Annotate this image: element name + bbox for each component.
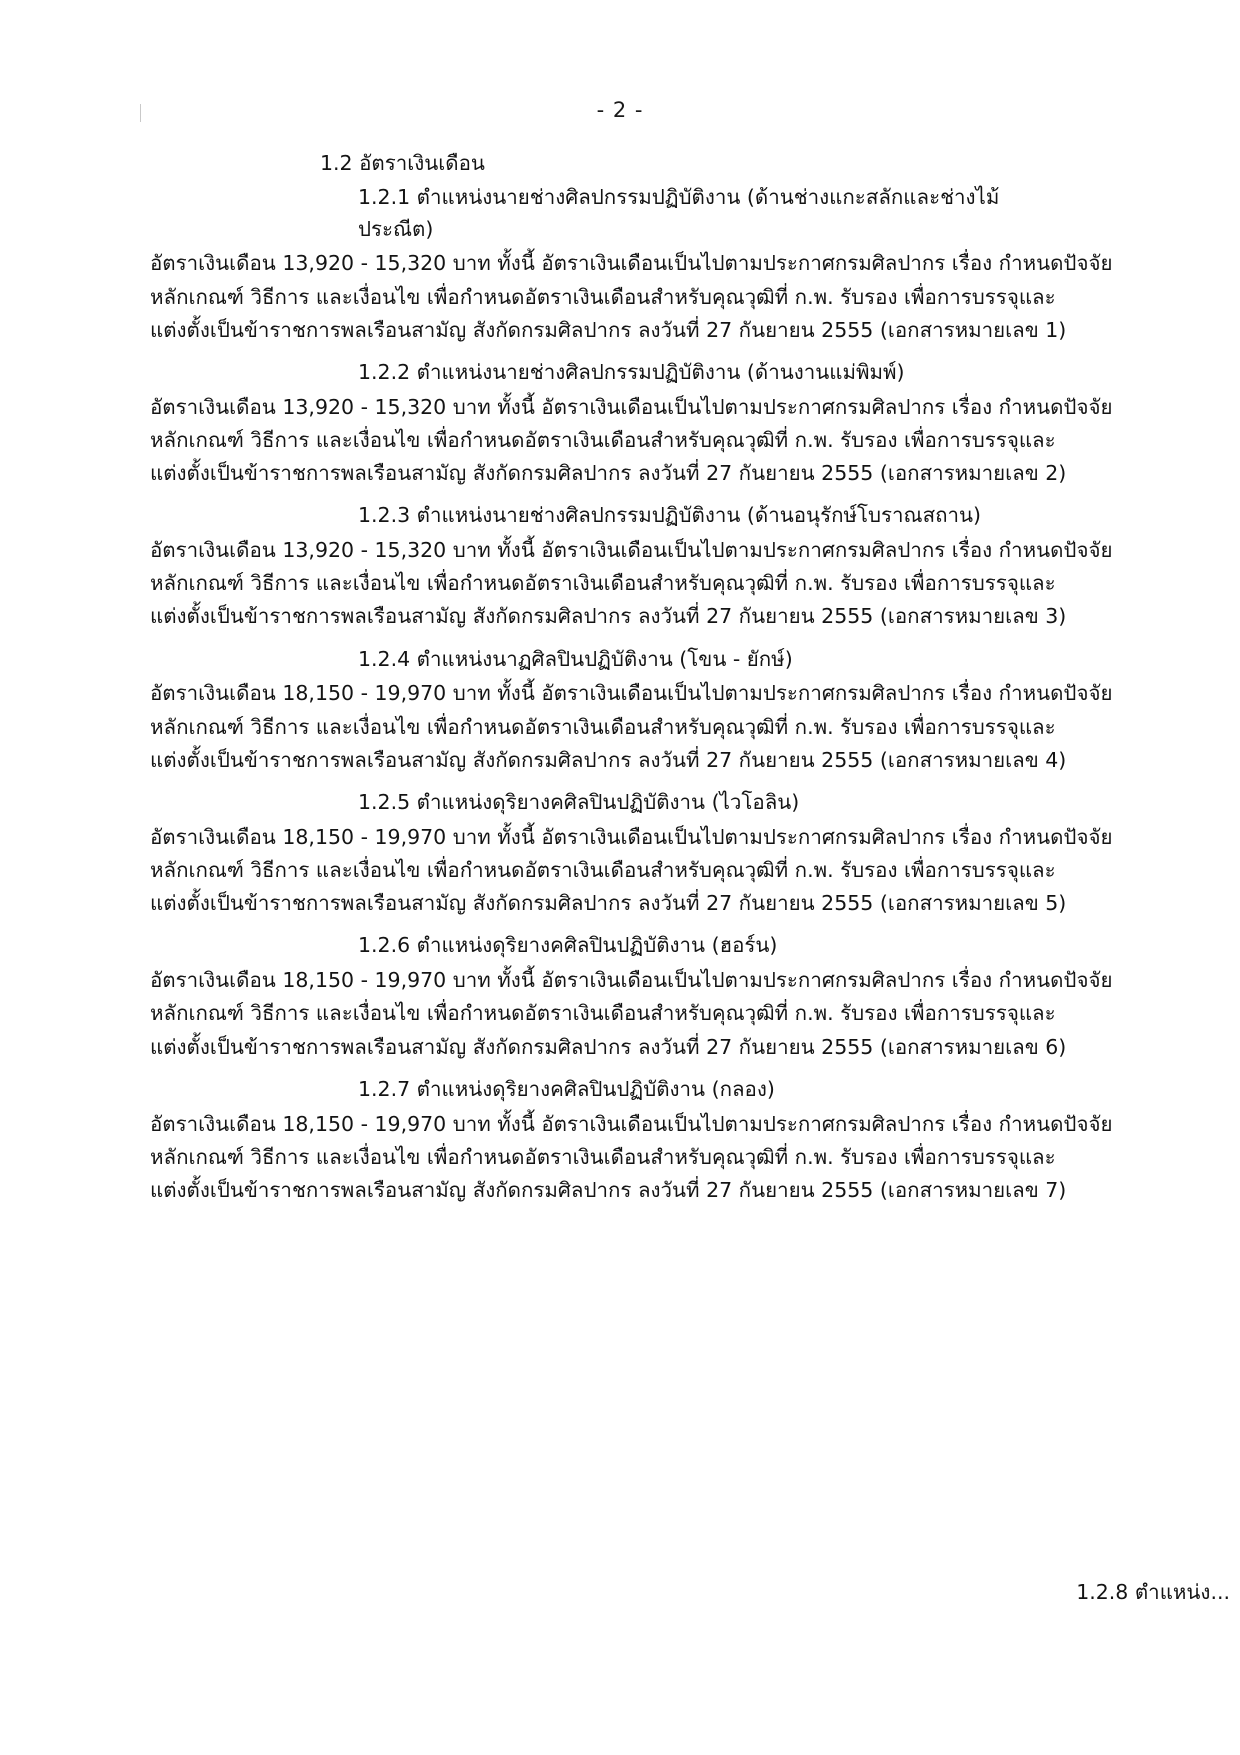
clause-line: แต่งตั้งเป็นข้าราชการพลเรือนสามัญ สังกัดกรมศิลปากร ลงวันที่ 27 กันยายน 2555 (เอกสารหมายเลข 6) bbox=[150, 1034, 1067, 1059]
clause-body-1 bbox=[150, 247, 1113, 347]
clause-group-2 bbox=[150, 357, 1113, 490]
clause-line: อัตราเงินเดือน 13,920 - 15,320 บาท ทั้งนี้ อัตราเงินเดือนเป็นไปตามประกาศกรมศิลปากร เรื่อง กำหนดปัจจัย bbox=[150, 394, 1113, 419]
clause-line: หลักเกณฑ์ วิธีการ และเงื่อนไข เพื่อกำหนดอัตราเงินเดือนสำหรับคุณวุฒิที่ ก.พ. รับรอง เพื่อการบรรจุและ bbox=[150, 714, 1056, 739]
clause-line: แต่งตั้งเป็นข้าราชการพลเรือนสามัญ สังกัดกรมศิลปากร ลงวันที่ 27 กันยายน 2555 (เอกสารหมายเลข 5) bbox=[150, 891, 1067, 916]
clause-heading-7: 1.2.7 ตำแหน่งดุริยางคศิลปินปฏิบัติงาน (กลอง) bbox=[358, 1076, 775, 1101]
clause-line: แต่งตั้งเป็นข้าราชการพลเรือนสามัญ สังกัดกรมศิลปากร ลงวันที่ 27 กันยายน 2555 (เอกสารหมายเลข 2) bbox=[150, 461, 1067, 486]
clause-heading-6: 1.2.6 ตำแหน่งดุริยางคศิลปินปฏิบัติงาน (ฮอร์น) bbox=[358, 933, 778, 958]
clause-heading-3: 1.2.3 ตำแหน่งนายช่างศิลปกรรมปฏิบัติงาน (ด้านอนุรักษ์โบราณสถาน) bbox=[358, 503, 982, 528]
page-number: - 2 - bbox=[596, 98, 644, 122]
clause-line: แต่งตั้งเป็นข้าราชการพลเรือนสามัญ สังกัดกรมศิลปากร ลงวันที่ 27 กันยายน 2555 (เอกสารหมายเลข 3) bbox=[150, 604, 1067, 629]
clause-line: หลักเกณฑ์ วิธีการ และเงื่อนไข เพื่อกำหนดอัตราเงินเดือนสำหรับคุณวุฒิที่ ก.พ. รับรอง เพื่อการบรรจุและ bbox=[150, 427, 1056, 452]
clause-heading-5: 1.2.5 ตำแหน่งดุริยางคศิลปินปฏิบัติงาน (ไวโอลิน) bbox=[358, 790, 800, 815]
clause-line: แต่งตั้งเป็นข้าราชการพลเรือนสามัญ สังกัดกรมศิลปากร ลงวันที่ 27 กันยายน 2555 (เอกสารหมายเลข 1) bbox=[150, 317, 1067, 342]
clause-line: แต่งตั้งเป็นข้าราชการพลเรือนสามัญ สังกัดกรมศิลปากร ลงวันที่ 27 กันยายน 2555 (เอกสารหมายเลข 4) bbox=[150, 747, 1067, 772]
clause-heading-1: 1.2.1 ตำแหน่งนายช่างศิลปกรรมปฏิบัติงาน (ด้านช่างแกะสลักและช่างไม้ประณีต) bbox=[358, 184, 1000, 241]
clause-group-1 bbox=[150, 182, 1113, 347]
clause-body-3 bbox=[150, 534, 1113, 634]
clause-body-6 bbox=[150, 964, 1113, 1064]
clause-line: อัตราเงินเดือน 13,920 - 15,320 บาท ทั้งนี้ อัตราเงินเดือนเป็นไปตามประกาศกรมศิลปากร เรื่อง กำหนดปัจจัย bbox=[150, 538, 1113, 563]
clause-group-5 bbox=[150, 787, 1113, 920]
document-body bbox=[150, 148, 1230, 1604]
clause-group-4 bbox=[150, 644, 1113, 777]
continuation-note: 1.2.8 ตำแหน่ง... bbox=[1076, 1580, 1230, 1604]
clause-line: อัตราเงินเดือน 18,150 - 19,970 บาท ทั้งนี้ อัตราเงินเดือนเป็นไปตามประกาศกรมศิลปากร เรื่อง กำหนดปัจจัย bbox=[150, 681, 1113, 706]
clause-body-4 bbox=[150, 677, 1113, 777]
clause-group-6 bbox=[150, 930, 1113, 1063]
clause-group-3 bbox=[150, 500, 1113, 633]
clause-group-7 bbox=[150, 1074, 1113, 1207]
clause-line: อัตราเงินเดือน 18,150 - 19,970 บาท ทั้งนี้ อัตราเงินเดือนเป็นไปตามประกาศกรมศิลปากร เรื่อง กำหนดปัจจัย bbox=[150, 968, 1113, 993]
clause-line: หลักเกณฑ์ วิธีการ และเงื่อนไข เพื่อกำหนดอัตราเงินเดือนสำหรับคุณวุฒิที่ ก.พ. รับรอง เพื่อการบรรจุและ bbox=[150, 858, 1056, 882]
clause-line: อัตราเงินเดือน 18,150 - 19,970 บาท ทั้งนี้ อัตราเงินเดือนเป็นไปตามประกาศกรมศิลปากร เรื่อง กำหนดปัจจัย bbox=[150, 1111, 1113, 1136]
clause-line: หลักเกณฑ์ วิธีการ และเงื่อนไข เพื่อกำหนดอัตราเงินเดือนสำหรับคุณวุฒิที่ ก.พ. รับรอง เพื่อการบรรจุและ bbox=[150, 571, 1056, 596]
clause-line: อัตราเงินเดือน 13,920 - 15,320 บาท ทั้งนี้ อัตราเงินเดือนเป็นไปตามประกาศกรมศิลปากร เรื่อง กำหนดปัจจัย bbox=[150, 251, 1113, 276]
clause-line: หลักเกณฑ์ วิธีการ และเงื่อนไข เพื่อกำหนดอัตราเงินเดือนสำหรับคุณวุฒิที่ ก.พ. รับรอง เพื่อการบรรจุและ bbox=[150, 284, 1056, 309]
clause-heading-2: 1.2.2 ตำแหน่งนายช่างศิลปกรรมปฏิบัติงาน (ด้านงานแม่พิมพ์) bbox=[358, 359, 905, 384]
clause-body-2 bbox=[150, 391, 1113, 491]
clause-body-7 bbox=[150, 1108, 1113, 1208]
clause-line: หลักเกณฑ์ วิธีการ และเงื่อนไข เพื่อกำหนดอัตราเงินเดือนสำหรับคุณวุฒิที่ ก.พ. รับรอง เพื่อการบรรจุและ bbox=[150, 1001, 1056, 1026]
clause-line: แต่งตั้งเป็นข้าราชการพลเรือนสามัญ สังกัดกรมศิลปากร ลงวันที่ 27 กันยายน 2555 (เอกสารหมายเลข 7) bbox=[150, 1177, 1067, 1202]
clause-line: อัตราเงินเดือน 18,150 - 19,970 บาท ทั้งนี้ อัตราเงินเดือนเป็นไปตามประกาศกรมศิลปากร เรื่อง กำหนดปัจจัย bbox=[150, 824, 1113, 849]
clause-heading-4: 1.2.4 ตำแหน่งนาฏศิลปินปฏิบัติงาน (โขน - ยักษ์) bbox=[358, 646, 793, 671]
clause-line: หลักเกณฑ์ วิธีการ และเงื่อนไข เพื่อกำหนดอัตราเงินเดือนสำหรับคุณวุฒิที่ ก.พ. รับรอง เพื่อการบรรจุและ bbox=[150, 1144, 1056, 1169]
section-title: 1.2 อัตราเงินเดือน bbox=[320, 151, 485, 175]
clause-body-5 bbox=[150, 821, 1113, 921]
